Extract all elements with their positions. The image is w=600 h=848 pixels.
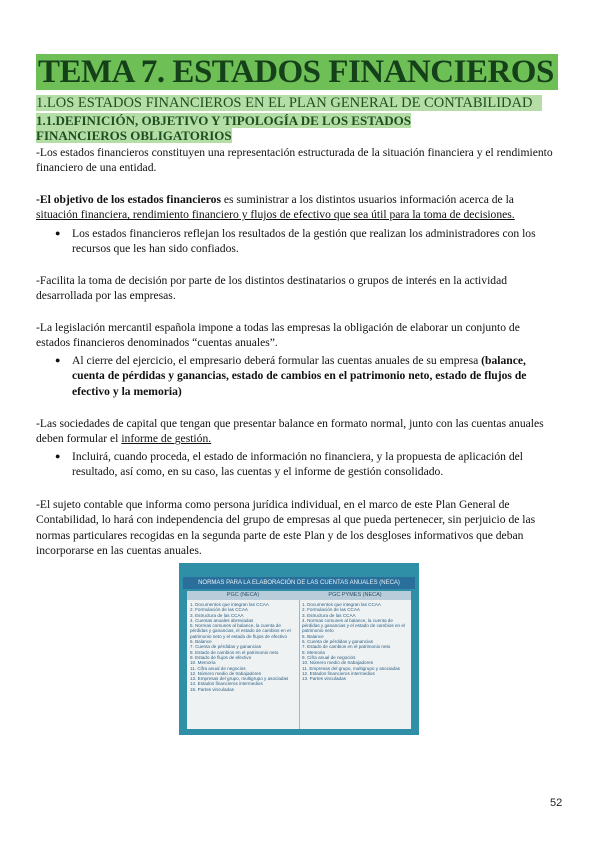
slide-column-title: PGC PYMES (NECA) <box>299 591 411 600</box>
list-item: 2. Formulación de las CCAA <box>190 607 248 613</box>
list-item: 6. Cuenta de pérdidas y ganancias <box>302 639 373 645</box>
list-item: 11. Cifra anual de negocios <box>190 665 246 671</box>
bullet-nonfinancial: ● Incluirá, cuando proceda, el estado de información no financiera, y la propuesta de aplicación del resultado, así como, en su caso, las cuentas y el informe de gestión consolidado. <box>72 449 558 480</box>
slide-column-pgc <box>187 591 300 729</box>
slide-column-pymes <box>299 591 411 729</box>
management-report-underlined: informe de gestión. <box>121 432 212 446</box>
neca-slide-photo <box>179 563 419 735</box>
list-item: 2. Formulación de las CCAA <box>302 607 360 613</box>
objective-bold: -El objetivo de los estados financieros <box>36 193 221 206</box>
list-item: 6. Balance <box>190 639 212 645</box>
list-item: 12. Número medio de trabajadores <box>190 670 261 676</box>
slide-column-title: PGC (NECA) <box>187 591 299 600</box>
paragraph-decision: -Facilita la toma de decisión por parte de los distintos destinatarios o grupos de interés en la actividad desarrollada por las empresas. <box>36 274 508 303</box>
management-report-text: -Las sociedades de capital que tengan que presentar balance en formato normal, junto con las cuentas anuales deben formular el <box>36 417 544 446</box>
section-heading: 1.LOS ESTADOS FINANCIEROS EN EL PLAN GENERAL DE CONTABILIDAD <box>36 95 542 111</box>
list-item: 9. Estado de flujos de efectivo <box>190 654 252 660</box>
paragraph-definition: -Los estados financieros constituyen una representación estructurada de la situación financiera y el rendimiento financiero de una entidad. <box>36 146 553 175</box>
list-item: 3. Estructura de las CCAA <box>302 612 356 618</box>
list-item: 11. Empresas del grupo, multigrupo y asociadas <box>302 665 400 671</box>
list-item: 10. Memoria <box>190 660 216 666</box>
paragraph-objective <box>36 192 556 223</box>
list-item: 7. Estado de cambios en el patrimonio neto <box>302 644 391 650</box>
list-item: 8. Memoria <box>302 649 325 655</box>
list-item: 1. Documentos que integran las CCAA <box>190 602 269 607</box>
list-item: 14. Estados financieros intermedios <box>190 681 263 687</box>
page-title: TEMA 7. ESTADOS FINANCIEROS <box>36 54 558 90</box>
paragraph-accounting-subject: -El sujeto contable que informa como persona jurídica individual, en el marco de este Plan General de Contabilidad, lo hará con independencia del grupo de empresas al que pueda pertenecer, sin perjuicio de las normas particulares recogidas en la segunda parte de este Plan y de los desgloses informativos que deban incorporarse en las cuentas anuales. <box>36 498 536 558</box>
list-item: 4. Cuentas anuales abreviadas <box>190 617 254 623</box>
list-item: 8. Estado de cambios en el patrimonio neto <box>190 649 279 655</box>
list-item: 7. Cuenta de pérdidas y ganancias <box>190 644 261 650</box>
page-number: 52 <box>550 797 563 809</box>
objective-underlined: situación financiera, rendimiento financiero y flujos de efectivo que sea útil para la toma de decisiones. <box>36 208 515 222</box>
bullet-annual-accounts <box>72 353 558 399</box>
list-item: 13. Empresas del grupo, multigrupo y asociadas <box>190 676 289 682</box>
slide-header: NORMAS PARA LA ELABORACIÓN DE LAS CUENTAS ANUALES (NECA) <box>183 577 415 589</box>
list-item: 13. Partes vinculadas <box>302 676 346 682</box>
subsection-heading-text: 1.1.DEFINICIÓN, OBJETIVO Y TIPOLOGÍA DE LOS ESTADOS FINANCIEROS OBLIGATORIOS <box>36 113 412 143</box>
slide-left-list <box>187 600 299 694</box>
list-item: 4. Normas comunes al balance, la cuenta de pérdidas y ganancias y el estado de cambios en el patrimonio neto <box>302 617 405 634</box>
list-item: 5. Normas comunes al balance, la cuenta de pérdidas y ganancias, el estado de cambios en el patrimonio neto y el estado de flujos de efectivo <box>190 623 291 639</box>
objective-text: es suministrar a los distintos usuarios información acerca de la <box>220 193 514 206</box>
bullet-results: ● Los estados financieros reflejan los resultados de la gestión que realizan los administradores con los recursos que les han sido confiados. <box>72 226 558 257</box>
slide-table <box>187 591 411 729</box>
subsection-heading <box>36 113 482 143</box>
list-item: 5. Balance <box>302 633 324 639</box>
list-item: 15. Partes vinculadas <box>190 686 234 692</box>
list-item: 9. Cifra anual de negocios <box>302 654 356 660</box>
list-item: 3. Estructura de las CCAA <box>190 612 244 618</box>
list-item: 10. Número medio de trabajadores <box>302 660 373 666</box>
annual-accounts-text: Al cierre del ejercicio, el empresario deberá formular las cuentas anuales de su empresa <box>72 354 482 367</box>
annual-accounts-bold: (balance, cuenta de pérdidas y ganancias, estado de cambios en el patrimonio neto, estado de flujos de efectivo y la memoria) <box>72 354 527 398</box>
list-item: 12. Estados financieros intermedios <box>302 670 375 676</box>
slide-right-list <box>299 600 411 683</box>
list-item: 1. Documentos que integran las CCAA <box>302 602 381 607</box>
paragraph-management-report <box>36 416 556 447</box>
paragraph-legislation: -La legislación mercantil española impone a todas las empresas la obligación de elaborar un conjunto de estados financieros denominados “cuentas anuales”. <box>36 321 520 350</box>
